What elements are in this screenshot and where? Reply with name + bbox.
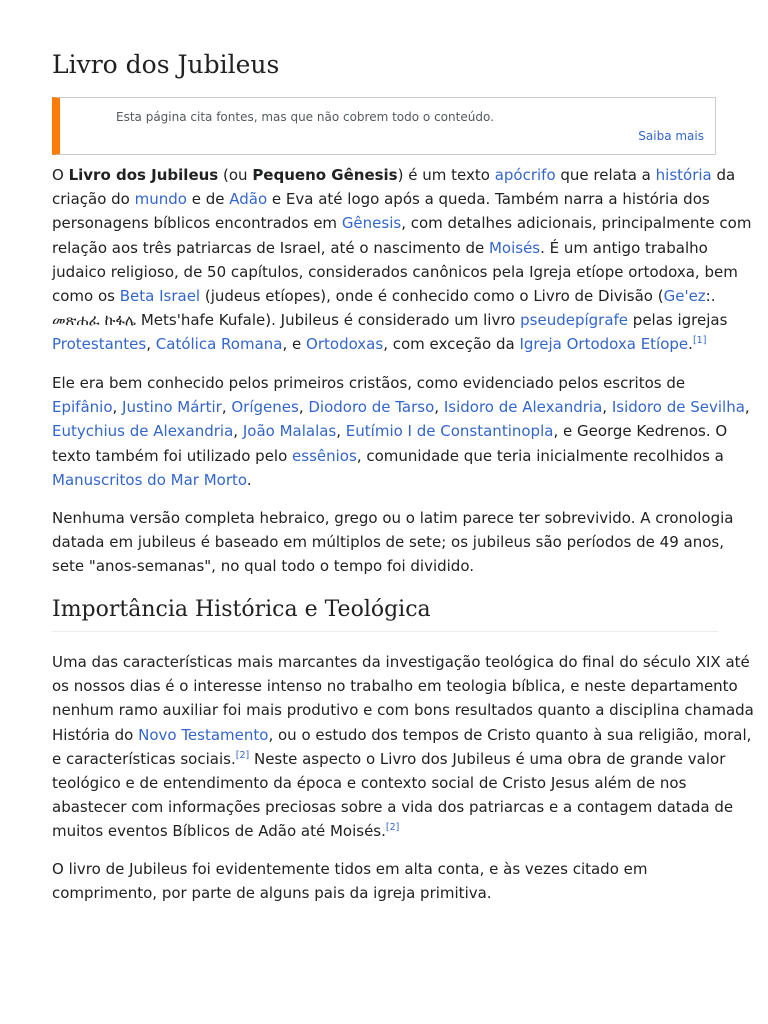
- link-isidoro-de-alexandria[interactable]: Isidoro de Alexandria: [443, 398, 603, 417]
- reference-link[interactable]: [2]: [385, 822, 400, 834]
- link-catolica-romana[interactable]: Católica Romana: [155, 335, 283, 354]
- text: relação aos três patriarcas de Israel, até o nascimento de: [52, 238, 489, 257]
- text: ,: [744, 398, 750, 417]
- text-line: [52, 371, 722, 395]
- link-isidoro-de-sevilha[interactable]: Isidoro de Sevilha: [611, 398, 745, 417]
- text: (judeus etíopes), onde é conhecido como o Livro de Divisão (: [200, 286, 664, 305]
- reference-link[interactable]: [1]: [692, 335, 707, 347]
- text-line: [52, 819, 722, 843]
- text: personagens bíblicos encontrados em: [52, 214, 342, 233]
- link-apocrifo[interactable]: apócrifo: [494, 166, 556, 184]
- text: ,: [146, 335, 156, 354]
- page-title: Livro dos Jubileus: [52, 50, 280, 79]
- text: ,: [336, 422, 346, 441]
- link-joao-malalas[interactable]: João Malalas: [242, 422, 337, 441]
- section-heading: Importância Histórica e Teológica: [52, 597, 718, 632]
- text-line: [52, 468, 722, 492]
- citation-notice-box: [52, 97, 716, 155]
- bold-title: Livro dos Jubileus: [68, 166, 219, 184]
- link-ortodoxas[interactable]: Ortodoxas: [306, 335, 384, 354]
- paragraph-versions: [52, 506, 734, 579]
- link-igreja-ortodoxa-etiope[interactable]: Igreja Ortodoxa Etíope: [519, 335, 689, 354]
- text: muitos eventos Bíblicos de Adão até Moisés.: [52, 822, 386, 841]
- text: .: [688, 335, 693, 354]
- text-line: teológico e de entendimento da época e contexto social de Cristo Jesus além de nos: [52, 773, 687, 792]
- learn-more-link[interactable]: Saiba mais: [638, 129, 704, 143]
- text: .: [246, 470, 252, 489]
- link-diodoro-de-tarso[interactable]: Diodoro de Tarso: [308, 398, 435, 417]
- text-line: [52, 163, 736, 187]
- text: , com exceção da: [383, 335, 520, 354]
- text-line: [52, 236, 722, 260]
- link-geez[interactable]: Ge'ez: [663, 286, 706, 305]
- text-line: [52, 187, 722, 211]
- text: :.: [705, 286, 716, 305]
- text: que relata a: [555, 166, 656, 184]
- link-novo-testamento[interactable]: Novo Testamento: [138, 725, 269, 744]
- paragraph-church-fathers: [52, 857, 722, 905]
- text-line: os nossos dias é o interesse intenso no trabalho em teologia bíblica, e neste departamento: [52, 677, 738, 696]
- text-line: [52, 395, 750, 419]
- text: Neste aspecto o Livro dos Jubileus é uma obra de grande valor: [249, 749, 726, 768]
- bold-alt-title: Pequeno Gênesis: [252, 166, 398, 184]
- text-line: [52, 211, 752, 235]
- text-line: comprimento, por parte de alguns pais da igreja primitiva.: [52, 884, 492, 903]
- text-line: abastecer com informações preciosas sobre a vida dos patriarcas e a contagem datada de: [52, 798, 734, 817]
- link-essenios[interactable]: essênios: [292, 446, 357, 465]
- text: e de: [186, 190, 230, 209]
- text: ,: [602, 398, 612, 417]
- text: ) é um texto: [397, 166, 495, 184]
- paragraph-early-christians: [52, 371, 750, 492]
- text-line: [52, 419, 728, 443]
- text: e características sociais.: [52, 749, 236, 768]
- text: e Eva até logo após a queda. Também narra a história dos: [267, 190, 710, 209]
- link-pseudepigrafe[interactable]: pseudepígrafe: [520, 311, 629, 330]
- text: , e George Kedrenos. O: [553, 422, 728, 441]
- paragraph-importance: [52, 650, 754, 844]
- text-line: datada em jubileus é baseado em múltiplos de sete; os jubileus são períodos de 49 anos,: [52, 533, 724, 552]
- text: ,: [298, 398, 309, 417]
- text: pelas igrejas: [628, 311, 728, 330]
- reference-link[interactable]: [2]: [235, 749, 250, 761]
- link-eutychius[interactable]: Eutychius de Alexandria: [52, 422, 234, 441]
- text-line: O livro de Jubileus foi evidentemente tidos em alta conta, e às vezes citado em: [52, 860, 648, 878]
- text: , ou o estudo dos tempos de Cristo quanto à sua religião, moral,: [268, 725, 752, 744]
- link-mundo[interactable]: mundo: [134, 190, 187, 209]
- text: ,: [112, 398, 123, 417]
- text-line: [52, 723, 752, 747]
- text-line: sete "anos-semanas", no qual todo o tempo foi dividido.: [52, 557, 475, 576]
- text: judaico religioso, de 50 capítulos, considerados canônicos pela Igreja etíope ortodoxa, bem: [52, 262, 738, 281]
- text: , comunidade que teria inicialmente recolhidos a: [356, 446, 724, 465]
- link-eutimio[interactable]: Eutímio I de Constantinopla: [345, 422, 554, 441]
- link-manuscritos-mar-morto[interactable]: Manuscritos do Mar Morto: [52, 470, 247, 489]
- text-line: [52, 444, 722, 468]
- link-historia[interactable]: história: [655, 166, 712, 184]
- link-moises[interactable]: Moisés: [488, 238, 541, 257]
- link-protestantes[interactable]: Protestantes: [52, 335, 147, 354]
- text-line: Nenhuma versão completa hebraico, grego ou o latim parece ter sobrevivido. A cronologia: [52, 509, 734, 527]
- text-line: [52, 747, 726, 771]
- link-epifanio[interactable]: Epifânio: [52, 398, 113, 417]
- text: Ele era bem conhecido pelos primeiros cristãos, como evidenciado pelos escritos de: [52, 374, 686, 392]
- text-line: [52, 308, 728, 332]
- link-beta-israel[interactable]: Beta Israel: [119, 286, 201, 305]
- text: ,: [434, 398, 444, 417]
- text: ,: [221, 398, 232, 417]
- text: como os: [52, 286, 120, 305]
- text: . É um antigo trabalho: [540, 238, 708, 257]
- text-line: Uma das características mais marcantes da investigação teológica do final do século XIX até: [52, 653, 750, 671]
- notice-message: Esta página cita fontes, mas que não cobrem todo o conteúdo.: [116, 110, 494, 124]
- text: መጽሐፈ ኩፋሌ Mets'hafe Kufale). Jubileus é considerado um livro: [52, 311, 521, 330]
- link-genesis[interactable]: Gênesis: [341, 214, 402, 233]
- text: criação do: [52, 190, 135, 209]
- text: , com detalhes adicionais, principalmente com: [401, 214, 752, 233]
- text: da: [711, 166, 736, 184]
- text-line: [52, 332, 722, 356]
- paragraph-intro: [52, 163, 752, 357]
- text: ,: [233, 422, 243, 441]
- link-origenes[interactable]: Orígenes: [231, 398, 299, 417]
- text: texto também foi utilizado pelo: [52, 446, 293, 465]
- text-line: [52, 284, 722, 308]
- link-justino-martir[interactable]: Justino Mártir: [122, 398, 222, 417]
- text: O: [52, 166, 69, 184]
- text-line: [52, 260, 738, 284]
- link-adao[interactable]: Adão: [229, 190, 268, 209]
- text: (ou: [218, 166, 253, 184]
- text-line: nenhum ramo auxiliar foi mais produtivo e com bons resultados quanto a disciplina chamada: [52, 701, 754, 720]
- text: , e: [282, 335, 307, 354]
- text: História do: [52, 725, 139, 744]
